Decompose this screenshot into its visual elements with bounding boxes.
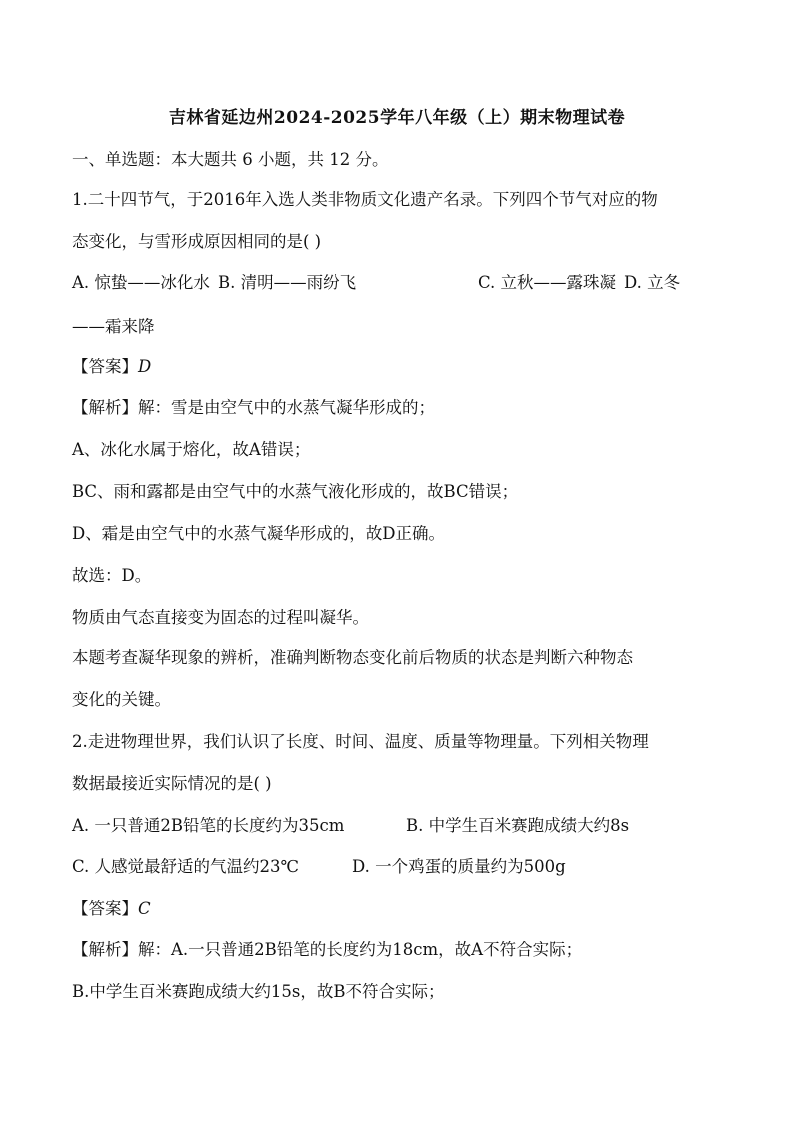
answer-value: C <box>138 899 151 918</box>
analysis-label: 【解析】 <box>72 398 138 417</box>
answer-label: 【答案】 <box>72 357 138 376</box>
q1-analysis <box>72 397 435 419</box>
q2-answer <box>72 898 151 920</box>
q2-option-b: B. 中学生百米赛跑成绩大约8s <box>406 816 630 835</box>
q1-option-a: A. 惊蛰——冰化水 <box>72 273 210 292</box>
q1-answer <box>72 356 151 378</box>
q2-stem-line1: 2.走进物理世界，我们认识了长度、时间、温度、质量等物理量。下列相关物理 <box>72 732 649 751</box>
q1-stem-line2: 态变化，与雪形成原因相同的是( ) <box>72 232 322 251</box>
page-title: 吉林省延边州2024-2025学年八年级（上）期末物理试卷 <box>168 108 626 128</box>
q1-option-d-cont: ——霜来降 <box>72 317 155 336</box>
section-heading: 一、单选题：本大题共 6 小题，共 12 分。 <box>72 150 389 169</box>
q2-analysis-line: B.中学生百米赛跑成绩大约15s，故B不符合实际； <box>72 982 445 1001</box>
answer-label: 【答案】 <box>72 899 138 918</box>
q1-option-d: D. 立冬 <box>624 273 681 292</box>
analysis-text: 解：雪是由空气中的水蒸气凝华形成的； <box>138 398 435 417</box>
q1-analysis-line: BC、雨和露都是由空气中的水蒸气液化形成的，故BC错误； <box>72 482 519 501</box>
analysis-text: 解：A.一只普通2B铅笔的长度约为18cm，故A不符合实际； <box>138 940 583 959</box>
analysis-label: 【解析】 <box>72 940 138 959</box>
q1-analysis-line: D、霜是由空气中的水蒸气凝华形成的，故D正确。 <box>72 524 445 543</box>
q2-stem-line2: 数据最接近实际情况的是( ) <box>72 774 272 793</box>
q2-option-a: A. 一只普通2B铅笔的长度约为35cm <box>72 816 345 835</box>
q1-analysis-line: 故选：D。 <box>72 566 152 585</box>
q2-option-c: C. 人感觉最舒适的气温约23℃ <box>72 857 299 876</box>
q2-analysis <box>72 939 582 961</box>
q1-analysis-line: A、冰化水属于熔化，故A错误； <box>72 440 311 459</box>
q2-option-d: D. 一个鸡蛋的质量约为500g <box>352 857 566 876</box>
q1-analysis-line: 本题考查凝华现象的辨析，准确判断物态变化前后物质的状态是判断六种物态 <box>72 648 633 667</box>
q1-option-c: C. 立秋——露珠凝 <box>478 273 617 292</box>
q1-option-b: B. 清明——雨纷飞 <box>218 273 357 292</box>
q1-analysis-line: 物质由气态直接变为固态的过程叫凝华。 <box>72 608 369 627</box>
q1-stem-line1: 1.二十四节气，于2016年入选人类非物质文化遗产名录。下列四个节气对应的物 <box>72 190 658 209</box>
answer-value: D <box>138 357 152 376</box>
q1-analysis-line: 变化的关键。 <box>72 690 171 709</box>
